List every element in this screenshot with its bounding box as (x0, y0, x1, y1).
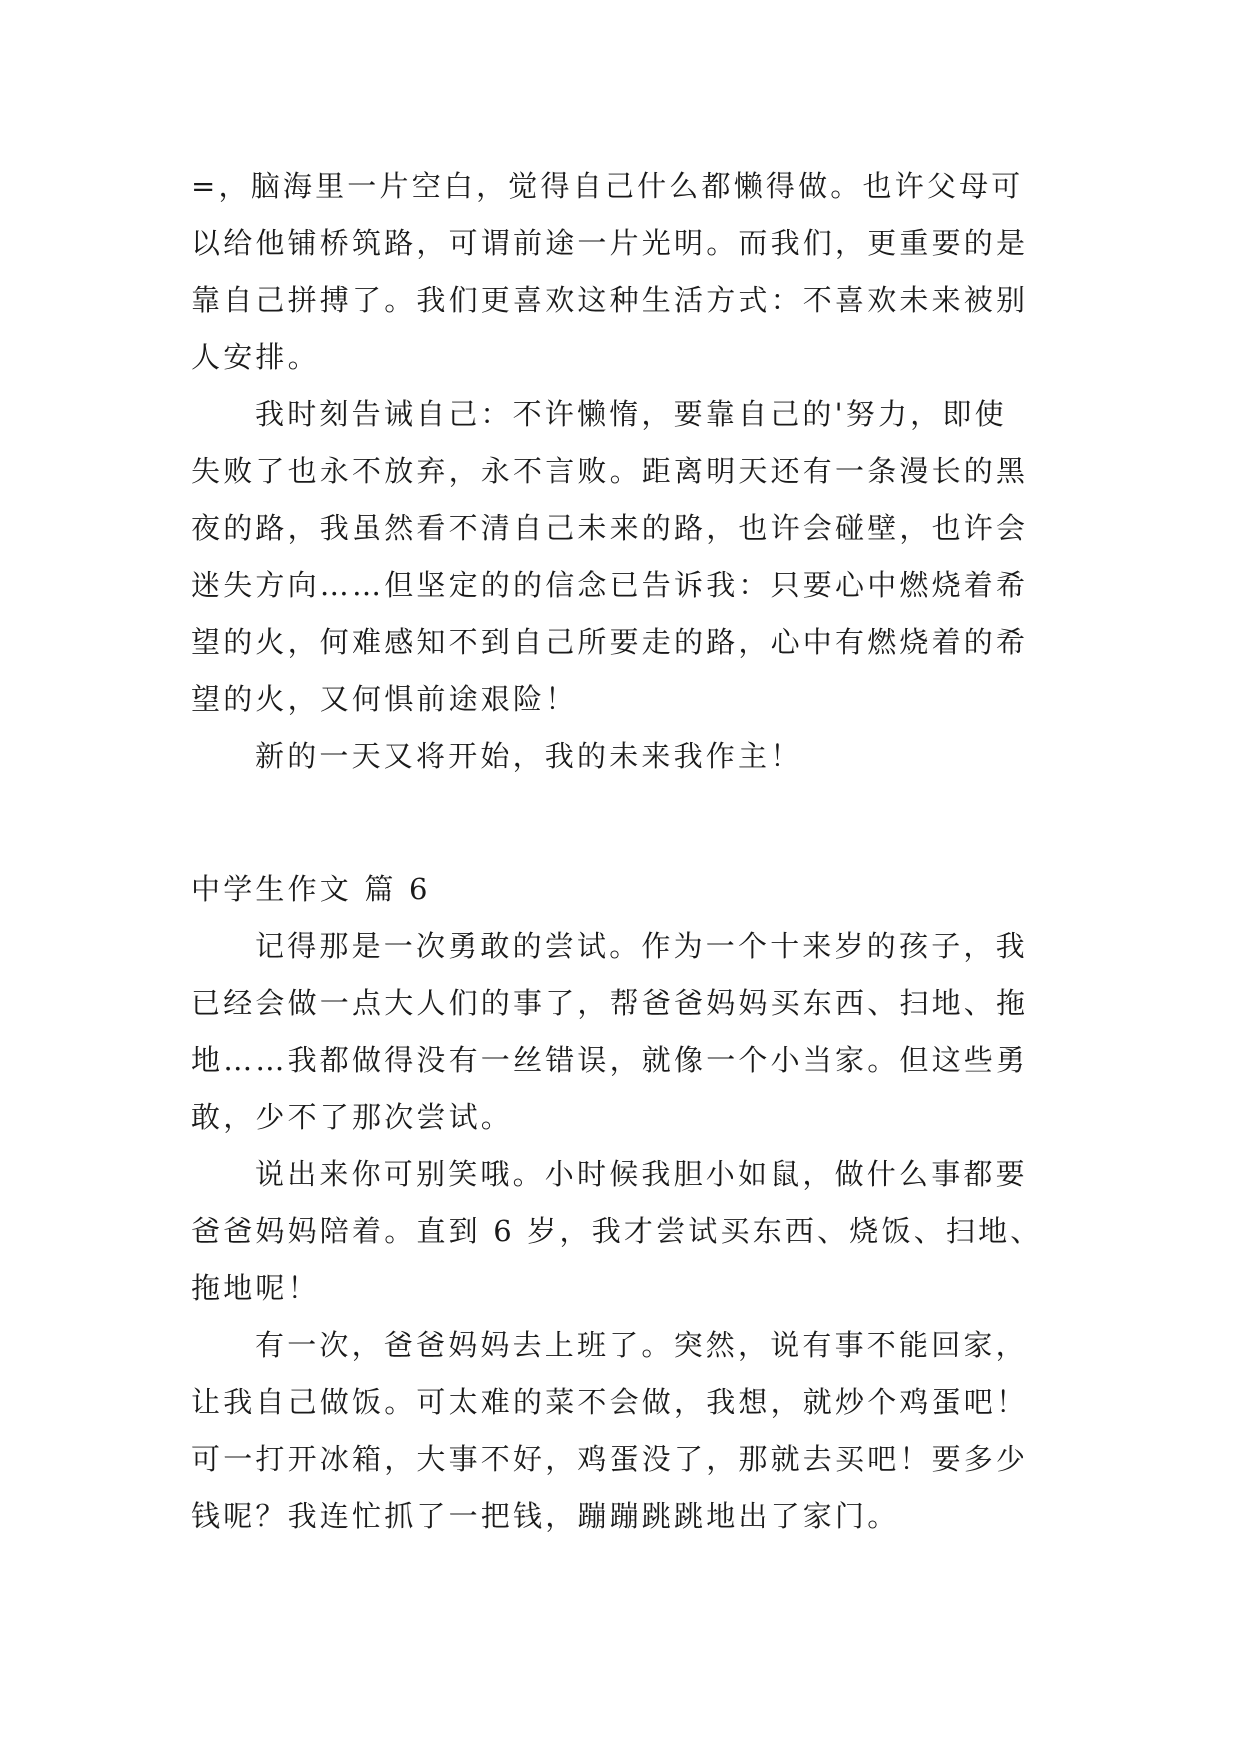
text-line: 望的火，何难感知不到自己所要走的路，心中有燃烧着的希 (191, 625, 1029, 659)
text-line: =，脑海里一片空白，觉得自己什么都懒得做。也许父母可 (191, 169, 1024, 203)
text-line-paragraph-start: 有一次，爸爸妈妈去上班了。突然，说有事不能回家， (255, 1328, 1028, 1362)
text-line: 迷失方向……但坚定的的信念已告诉我：只要心中燃烧着希 (191, 568, 1029, 602)
text-line: 让我自己做饭。可太难的菜不会做，我想，就炒个鸡蛋吧！ (191, 1385, 1029, 1419)
text-line: 拖地呢！ (191, 1271, 320, 1305)
text-line: 已经会做一点大人们的事了，帮爸爸妈妈买东西、扫地、拖 (191, 986, 1029, 1020)
section-title: 中学生作文 篇 6 (191, 872, 431, 906)
text-line: 望的火，又何惧前途艰险！ (191, 682, 578, 716)
text-line-paragraph-start: 说出来你可别笑哦。小时候我胆小如鼠，做什么事都要 (255, 1157, 1028, 1191)
text-line: 钱呢？我连忙抓了一把钱，蹦蹦跳跳地出了家门。 (191, 1499, 900, 1533)
essay-section-6 (191, 861, 1051, 1545)
text-line: 爸爸妈妈陪着。直到 6 岁，我才尝试买东西、烧饭、扫地、 (191, 1214, 1043, 1248)
text-line: 可一打开冰箱，大事不好，鸡蛋没了，那就去买吧！要多少 (191, 1442, 1029, 1476)
text-line-paragraph-start: 我时刻告诫自己：不许懒惰，要靠自己的'努力，即使 (255, 397, 1007, 431)
essay-text-continued (191, 158, 1051, 785)
text-line: 地……我都做得没有一丝错误，就像一个小当家。但这些勇 (191, 1043, 1029, 1077)
text-line-paragraph-start: 记得那是一次勇敢的尝试。作为一个十来岁的孩子，我 (255, 929, 1028, 963)
text-line: 敢，少不了那次尝试。 (191, 1100, 514, 1134)
text-line: 夜的路，我虽然看不清自己未来的路，也许会碰壁，也许会 (191, 511, 1029, 545)
text-line: 人安排。 (191, 340, 320, 374)
text-line: 失败了也永不放弃，永不言败。距离明天还有一条漫长的黑 (191, 454, 1029, 488)
text-line-paragraph-start: 新的一天又将开始，我的未来我作主！ (255, 739, 803, 773)
text-line: 以给他铺桥筑路，可谓前途一片光明。而我们，更重要的是 (191, 226, 1029, 260)
text-line: 靠自己拼搏了。我们更喜欢这种生活方式：不喜欢未来被别 (191, 283, 1029, 317)
